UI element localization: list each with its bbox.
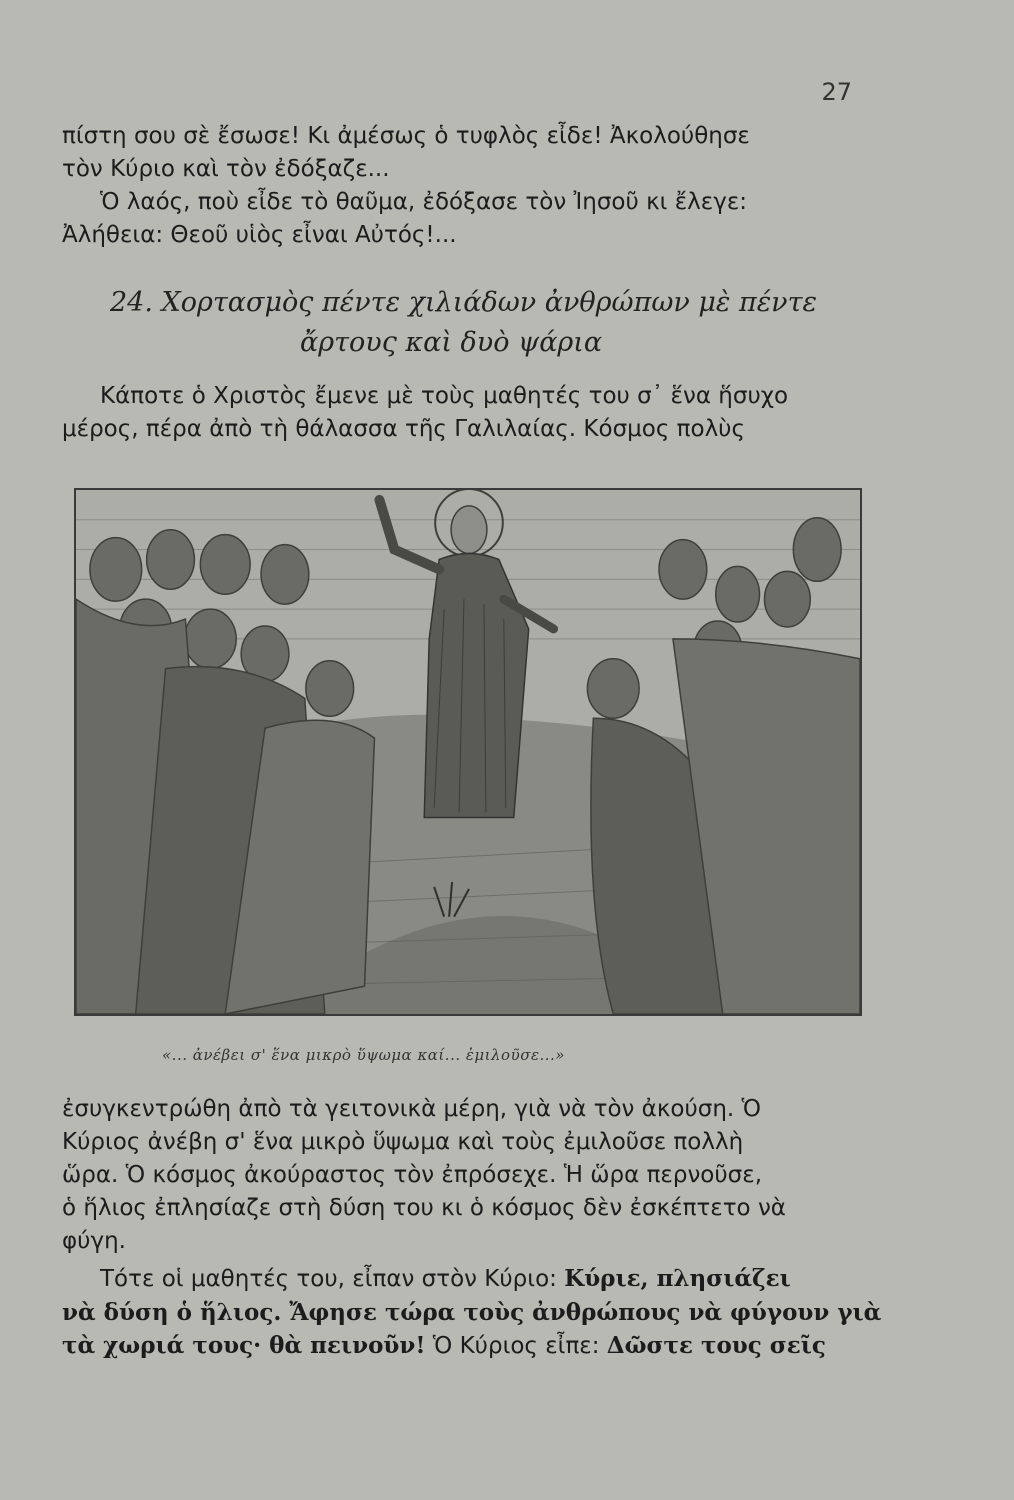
text-line: Κύριος ἀνέβη σ' ἕνα μικρὸ ὕψωμα καὶ τοὺς ἐμιλοῦσε πολλὴ [62,1129,744,1155]
figure-caption: «... ἀνέβει σ' ἕνα μικρὸ ὕψωμα καί... ἐμιλοῦσε...» [162,1046,565,1064]
heading-line: ἄρτους καὶ δυὸ ψάρια [300,327,603,358]
plain-text: Ὁ Κύριος εἶπε: [432,1333,600,1359]
text-line: πίστη σου σὲ ἔσωσε! Κι ἀμέσως ὁ τυφλὸς εἶδε! Ἀκολούθησε [62,123,750,149]
text-line [62,1262,864,1296]
top-paragraph [62,120,864,252]
section-heading [110,283,890,363]
illustration-drawing [76,490,860,1014]
text-line: φύγη. [62,1228,126,1254]
text-line: Ἀλήθεια: Θεοῦ υἱὸς εἶναι Αὐτός!... [62,222,457,248]
text-line: τὸν Κύριο καὶ τὸν ἐδόξαζε... [62,156,390,182]
emphasized-text: νὰ δύση ὁ ἥλιος. Ἄφησε τώρα τοὺς ἀνθρώπους νὰ φύγουν γιὰ [62,1299,882,1326]
emphasized-text: τὰ χωριά τους· θὰ πεινοῦν! [62,1332,426,1359]
text-line: ὁ ἥλιος ἐπλησίαζε στὴ δύση του κι ὁ κόσμος δὲν ἐσκέπτετο νὰ [62,1195,786,1221]
page-number: 27 [821,78,852,106]
intro-paragraph [62,380,864,446]
text-line: Ὁ λαός, ποὺ εἶδε τὸ θαῦμα, ἐδόξασε τὸν Ἰησοῦ κι ἔλεγε: [100,189,747,215]
plain-text: Τότε οἱ μαθητές του, εἶπαν στὸν Κύριο: [100,1266,557,1292]
engraving-illustration [74,488,862,1016]
heading-line: 24. Χορτασμὸς πέντε χιλιάδων ἀνθρώπων μὲ πέντε [110,287,818,318]
body-paragraph [62,1093,864,1258]
text-line: ἐσυγκεντρώθη ἀπὸ τὰ γειτονικὰ μέρη, γιὰ νὰ τὸν ἀκούση. Ὁ [62,1096,762,1122]
emphasized-text: Δῶστε τους σεῖς [606,1332,826,1359]
text-line: ὥρα. Ὁ κόσμος ἀκούραστος τὸν ἐπρόσεχε. Ἡ ὥρα περνοῦσε, [62,1162,763,1188]
final-paragraph [62,1262,882,1363]
emphasized-text: Κύριε, πλησιάζει [564,1265,791,1292]
text-line: Κάποτε ὁ Χριστὸς ἔμενε μὲ τοὺς μαθητές του σ᾽ ἕνα ἥσυχο [100,383,789,409]
text-line [62,1329,864,1363]
text-line: μέρος, πέρα ἀπὸ τὴ θάλασσα τῆς Γαλιλαίας. Κόσμος πολὺς [62,416,745,442]
